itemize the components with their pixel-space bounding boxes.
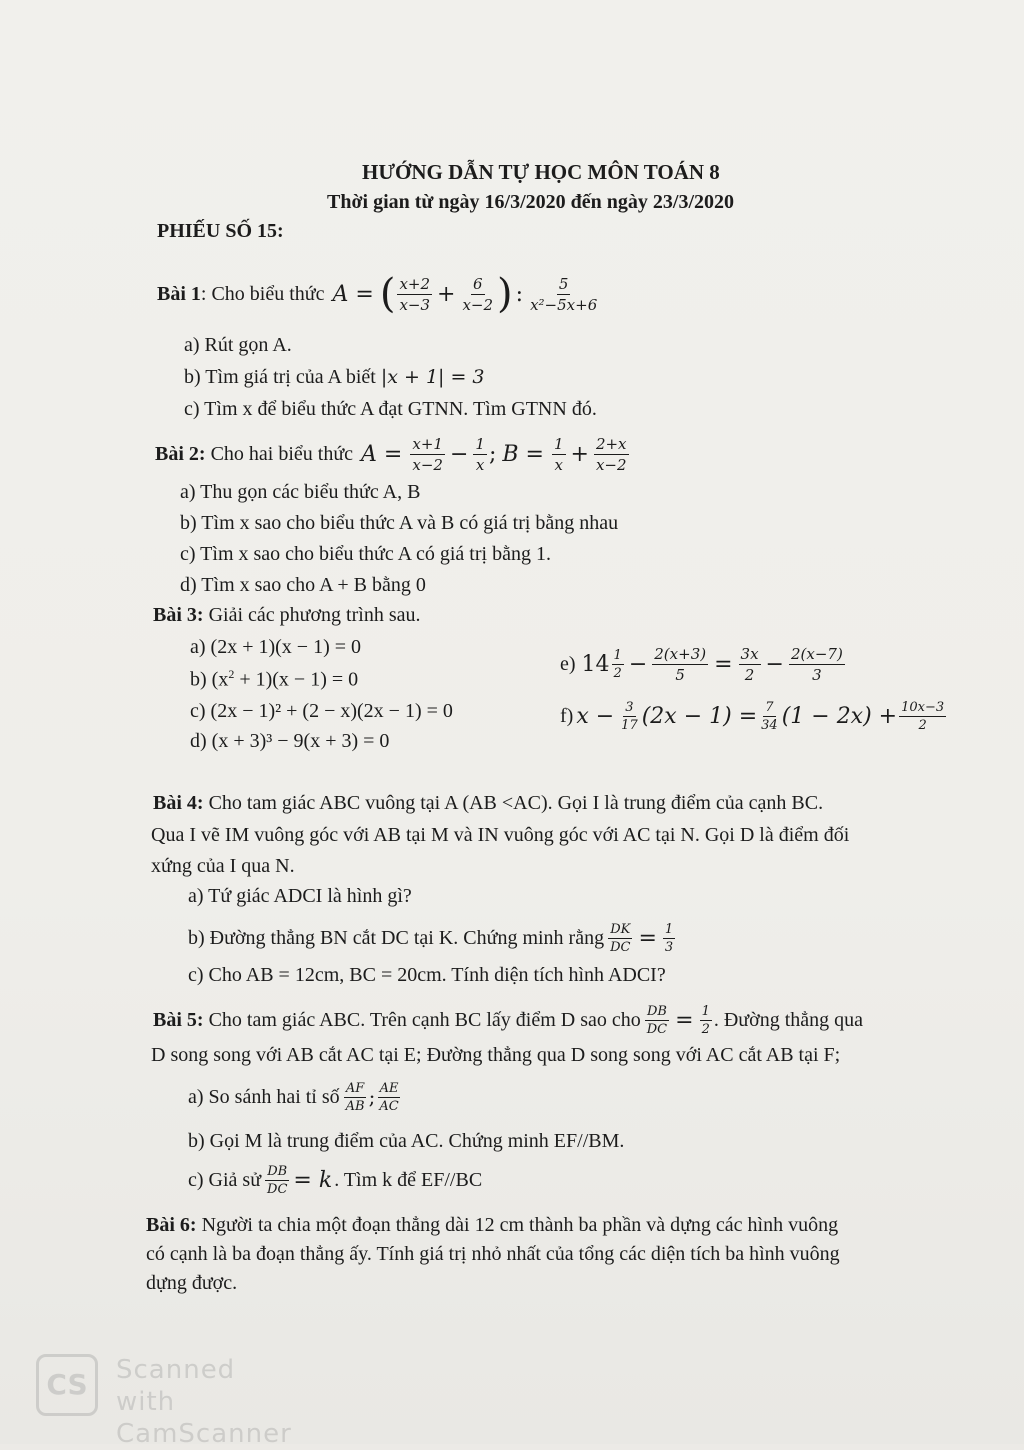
bai1-frac-3: $\frac{5}{\text{x²−5x+6}}$ [530,274,598,314]
camscanner-logo: CS [36,1354,98,1416]
bai5-item-a-text: a) So sánh hai tỉ số [188,1085,340,1108]
bai6-line-2: có cạnh là ba đoạn thẳng ấy. Tính giá trị nhỏ nhất của tổng các diện tích ba hình vuông [146,1243,840,1265]
bai1-item-b-text: b) Tìm giá trị của A biết [184,366,376,388]
bai1-frac-1: $\frac{x+2}{x-3}$ [399,274,431,314]
bai3-item-a: a) (2x + 1)(x − 1) = 0 [190,636,362,658]
bai3-item-f [560,692,948,740]
bai3-f-x: x − [576,703,615,729]
bai3-e-whole: 14 [581,651,610,677]
bai3-e-equals: = [714,651,733,677]
bai2-b-frac-1: $\frac{1}{x}$ [553,434,564,474]
bai2-a-frac-2: $\frac{1}{x}$ [475,434,485,474]
bai4-item-b [188,914,677,962]
bai1-intro: : Cho biểu thức [200,282,325,305]
bai5-item-a [188,1072,403,1122]
bai5-item-c [188,1156,482,1204]
camscanner-line-1: Scanned with [116,1355,236,1417]
bai3-item-f-label: f) [560,704,574,727]
bai2-b-lhs: B = [502,441,544,467]
bai2-minus: − [449,441,469,467]
bai4-item-b-text: b) Đường thẳng BN cắt DC tại K. Chứng minh rằng [188,926,605,949]
bai1-paren-close: ) [497,271,513,317]
camscanner-line-2: CamScanner [116,1419,292,1449]
sheet-number: PHIẾU SỐ 15: [157,220,284,242]
bai2-a-frac-1: $\frac{x+1}{x-2}$ [412,434,443,474]
bai5-frac-db-dc: $\frac{DB}{DC}$ [646,1003,668,1037]
bai1-frac-2: $\frac{6}{x-2}$ [462,274,494,314]
bai4-line-2: Qua I vẽ IM vuông góc với AB tại M và IN vuông góc với AC tại N. Gọi D là điểm đối [151,824,850,846]
bai5-line-2: D song song với AB cắt AC tại E; Đường thẳng qua D song song với AC cắt AB tại F; [151,1044,841,1066]
bai2-item-c: c) Tìm x sao cho biểu thức A có giá trị bằng 1. [180,543,551,565]
bai5-frac-db-dc-k: $\frac{DB}{DC}$ [267,1163,288,1197]
bai4-item-a: a) Tứ giác ADCI là hình gì? [188,885,412,907]
bai3-item-d: d) (x + 3)³ − 9(x + 3) = 0 [190,730,390,752]
bai5-equals: = [675,1007,694,1033]
bai5-label: Bài 5: [153,1008,204,1031]
bai4-line-3: xứng của I qua N. [151,855,295,877]
bai3-e-frac-3: $\frac{3x}{2}$ [740,644,759,684]
bai4-item-c: c) Cho AB = 12cm, BC = 20cm. Tính diện tích hình ADCI? [188,964,666,986]
bai5-line-1 [153,996,863,1044]
page-title: HƯỚNG DẪN TỰ HỌC MÔN TOÁN 8 [362,160,720,184]
bai3-f-frac-2: $\frac{7}{34}$ [761,699,778,733]
bai4-label: Bài 4: [153,792,204,814]
bai5-line-1-post: . Đường thẳng qua [713,1008,864,1031]
bai3-item-b-post: + 1)(x − 1) = 0 [234,668,359,691]
bai2-b-frac-2: $\frac{2+x}{x-2}$ [595,434,627,474]
bai1-plus: + [437,281,456,307]
bai5-equals-k: = k [293,1167,333,1193]
bai5-item-c-pre: c) Giả sử [188,1168,262,1191]
bai3-f-term-2: (1 − 2x) + [781,703,898,729]
bai1-abs-condition: |x + 1| = 3 [380,366,485,388]
bai3-item-b [190,667,358,692]
camscanner-text [116,1354,292,1450]
bai3-item-c: c) (2x − 1)² + (2 − x)(2x − 1) = 0 [190,700,453,722]
bai1-formula-lhs: A = [332,281,374,307]
bai4-frac-one-third: $\frac{1}{3}$ [664,921,674,955]
bai1-statement [157,266,601,322]
bai3-f-frac-1: $\frac{3}{17}$ [621,699,638,733]
bai2-item-a: a) Thu gọn các biểu thức A, B [180,481,421,503]
bai2-statement [155,428,631,480]
bai6-line-3: dựng được. [146,1272,238,1294]
bai3-heading [153,604,420,627]
bai3-label: Bài 3: [153,604,204,626]
bai1-divide: : [515,281,524,307]
bai3-item-e [560,638,847,690]
bai5-item-c-post: . Tìm k để EF//BC [334,1168,483,1191]
bai3-e-frac-1: $\frac{1}{2}$ [613,647,622,681]
date-range: Thời gian từ ngày 16/3/2020 đến ngày 23/3/2020 [327,191,735,213]
bai4-frac-dk-dc: $\frac{DK}{DC}$ [610,921,631,955]
bai3-item-b-pre: b) (x [190,668,229,691]
bai5-frac-ae-ac: $\frac{AE}{AC}$ [379,1080,399,1114]
bai2-label: Bài 2: [155,442,206,465]
bai2-a-lhs: A = [361,441,403,467]
bai6-line-1 [146,1214,838,1237]
bai3-item-e-label: e) [560,652,576,675]
bai6-line-1-text: Người ta chia một đoạn thẳng dài 12 cm thành ba phần và dựng các hình vuông [201,1214,839,1236]
bai1-item-b [184,366,485,389]
bai3-e-minus-1: − [628,651,648,677]
bai1-label: Bài 1 [157,282,201,305]
bai6-label: Bài 6: [146,1214,197,1236]
bai2-plus: + [570,441,589,467]
bai2-item-b: b) Tìm x sao cho biểu thức A và B có giá trị bằng nhau [180,512,619,534]
bai5-semicolon: ; [368,1085,376,1109]
bai2-semicolon: ; [488,441,497,467]
bai3-intro: Giải các phương trình sau. [208,604,421,626]
bai3-f-term-1: (2x − 1) = [641,703,758,729]
bai2-item-d: d) Tìm x sao cho A + B bằng 0 [180,574,426,596]
bai1-item-c: c) Tìm x để biểu thức A đạt GTNN. Tìm GTNN đó. [184,398,597,420]
bai3-item-b-sup: 2 [228,667,235,681]
bai5-frac-af-ab: $\frac{AF}{AB}$ [345,1080,365,1114]
bai5-line-1-pre: Cho tam giác ABC. Trên cạnh BC lấy điểm D sao cho [208,1008,641,1031]
bai1-paren-open: ( [379,271,396,317]
bai3-e-frac-2: $\frac{2(x+3)}{5}$ [654,644,707,684]
bai3-f-frac-3: $\frac{10x-3}{2}$ [901,699,945,733]
bai5-frac-one-half: $\frac{1}{2}$ [701,1003,710,1037]
bai4-line-1 [153,792,823,815]
bai3-e-minus-2: − [765,651,784,677]
bai4-equals: = [638,925,657,951]
bai4-line-1-text: Cho tam giác ABC vuông tại A (AB <AC). Gọi I là trung điểm của cạnh BC. [208,792,824,814]
bai2-intro: Cho hai biểu thức [210,442,354,465]
bai1-item-a: a) Rút gọn A. [184,334,292,356]
bai3-e-frac-4: $\frac{2(x-7)}{3}$ [790,644,843,684]
bai5-item-b: b) Gọi M là trung điểm của AC. Chứng minh EF//BM. [188,1130,625,1152]
